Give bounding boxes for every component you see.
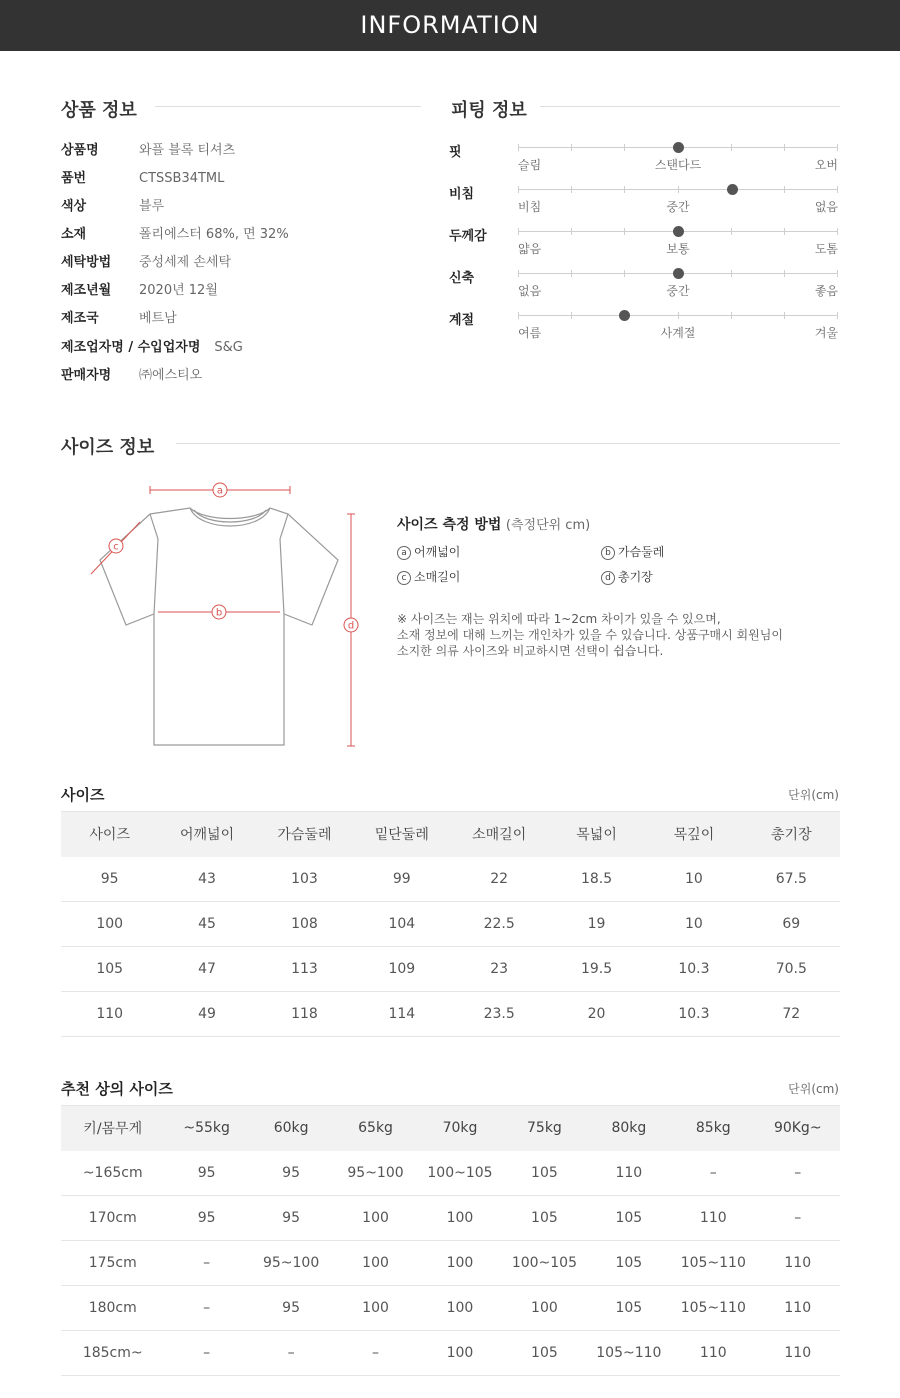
fit-option-left: 얇음 bbox=[518, 242, 542, 256]
diagram-label-a: a bbox=[216, 485, 224, 497]
table-cell: 95 bbox=[249, 1151, 333, 1196]
product-info-label: 상품명 bbox=[61, 143, 99, 158]
fit-scale-tick bbox=[571, 144, 572, 151]
table-cell: 23 bbox=[451, 947, 548, 992]
table-cell: 104 bbox=[353, 902, 450, 947]
fit-level-marker bbox=[727, 184, 738, 195]
table-cell: 170cm bbox=[61, 1196, 164, 1241]
size-info-title: 사이즈 정보 bbox=[61, 437, 155, 458]
table-cell: 105 bbox=[502, 1331, 586, 1376]
product-info-row bbox=[61, 197, 164, 217]
product-info-value: 2020년 12월 bbox=[139, 283, 218, 298]
fit-scale-track bbox=[518, 273, 838, 274]
table-cell: 105~110 bbox=[671, 1241, 755, 1286]
table-header-cell: 70kg bbox=[418, 1106, 502, 1151]
product-info-value: 와플 블록 티셔츠 bbox=[139, 143, 236, 158]
product-info-divider bbox=[155, 106, 421, 107]
recommend-table-title: 추천 상의 사이즈 bbox=[61, 1080, 173, 1098]
table-cell: 22.5 bbox=[451, 902, 548, 947]
table-header-cell: 키/몸무게 bbox=[61, 1106, 164, 1151]
fit-option-right: 없음 bbox=[814, 200, 838, 214]
recommend-table-header-row bbox=[61, 1106, 840, 1151]
product-info-value: 블루 bbox=[139, 199, 165, 214]
product-info-label: 세탁방법 bbox=[61, 255, 112, 270]
table-cell: 105 bbox=[587, 1196, 671, 1241]
fit-scale-tick bbox=[518, 228, 519, 235]
product-info-value: 폴리에스터 68%, 면 32% bbox=[139, 227, 289, 242]
table-cell: 114 bbox=[353, 992, 450, 1037]
table-row bbox=[61, 1331, 840, 1376]
table-header-cell: 65kg bbox=[333, 1106, 417, 1151]
table-cell: 100 bbox=[418, 1331, 502, 1376]
table-header-cell: 총기장 bbox=[743, 812, 840, 857]
table-cell: 10.3 bbox=[645, 947, 742, 992]
product-info-row bbox=[61, 225, 289, 245]
table-cell: – bbox=[164, 1241, 248, 1286]
table-row bbox=[61, 1286, 840, 1331]
fit-scale-tick bbox=[731, 312, 732, 319]
product-info-row bbox=[61, 253, 231, 273]
size-table-unit: 단위(cm) bbox=[788, 788, 839, 802]
table-cell: 100 bbox=[418, 1286, 502, 1331]
product-info-value: CTSSB34TML bbox=[139, 171, 225, 186]
fit-scale-tick bbox=[518, 186, 519, 193]
table-header-cell: 사이즈 bbox=[61, 812, 158, 857]
fit-scale-tick bbox=[837, 228, 838, 235]
table-header-cell: 가슴둘레 bbox=[256, 812, 353, 857]
table-cell: 110 bbox=[61, 992, 158, 1037]
fit-scale-tick bbox=[624, 270, 625, 277]
fit-scale-tick bbox=[837, 186, 838, 193]
product-info-row bbox=[61, 281, 218, 301]
table-row bbox=[61, 947, 840, 992]
table-cell: ~165cm bbox=[61, 1151, 164, 1196]
table-cell: 105 bbox=[61, 947, 158, 992]
table-cell: 95 bbox=[164, 1151, 248, 1196]
table-row bbox=[61, 902, 840, 947]
size-table-header-row bbox=[61, 812, 840, 857]
measure-item-label: 가슴둘레 bbox=[618, 545, 665, 559]
table-row bbox=[61, 857, 840, 902]
fit-option-center: 중간 bbox=[666, 200, 690, 214]
table-cell: 19.5 bbox=[548, 947, 645, 992]
product-info-row bbox=[61, 169, 224, 189]
table-cell: 100 bbox=[418, 1196, 502, 1241]
fit-scale-tick bbox=[571, 270, 572, 277]
product-info-label: 제조년월 bbox=[61, 283, 112, 298]
fit-option-right: 도톰 bbox=[814, 242, 838, 256]
table-cell: 95 bbox=[164, 1196, 248, 1241]
fit-scale-tick bbox=[571, 228, 572, 235]
diagram-label-b: b bbox=[215, 607, 223, 619]
table-cell: 105 bbox=[587, 1241, 671, 1286]
table-cell: 103 bbox=[256, 857, 353, 902]
table-cell: 110 bbox=[671, 1196, 755, 1241]
fit-scale-tick bbox=[837, 144, 838, 151]
measure-method-unit: (측정단위 cm) bbox=[505, 518, 591, 533]
table-header-cell: 밑단둘레 bbox=[353, 812, 450, 857]
fit-scale-track bbox=[518, 315, 838, 316]
measure-item-label: 어깨넓이 bbox=[414, 545, 461, 559]
fit-label: 핏 bbox=[449, 145, 462, 160]
table-cell: 118 bbox=[256, 992, 353, 1037]
fit-scale-track bbox=[518, 231, 838, 232]
table-cell: 100 bbox=[333, 1286, 417, 1331]
size-table bbox=[61, 811, 840, 1037]
fit-scale-tick bbox=[678, 186, 679, 193]
fit-scale-tick bbox=[624, 186, 625, 193]
fit-scale-tick bbox=[624, 144, 625, 151]
table-cell: 49 bbox=[158, 992, 255, 1037]
fit-scale-tick bbox=[571, 186, 572, 193]
product-info-title: 상품 정보 bbox=[61, 100, 137, 121]
table-cell: – bbox=[164, 1331, 248, 1376]
size-note-line: ※ 사이즈는 재는 위치에 따라 1~2cm 차이가 있을 수 있으며, bbox=[397, 612, 721, 626]
fit-option-right: 오버 bbox=[814, 158, 838, 172]
table-cell: 109 bbox=[353, 947, 450, 992]
table-cell: 67.5 bbox=[743, 857, 840, 902]
product-info-value: S&G bbox=[214, 340, 243, 355]
table-row bbox=[61, 992, 840, 1037]
size-table-title: 사이즈 bbox=[61, 786, 105, 804]
table-cell: 185cm~ bbox=[61, 1331, 164, 1376]
fit-level-marker bbox=[673, 142, 684, 153]
measure-method-title bbox=[397, 514, 590, 534]
fit-scale-tick bbox=[731, 270, 732, 277]
diagram-label-d: d bbox=[347, 620, 355, 632]
table-cell: 110 bbox=[756, 1286, 841, 1331]
information-header: INFORMATION bbox=[0, 0, 900, 51]
fit-label: 두께감 bbox=[449, 229, 487, 244]
table-cell: 18.5 bbox=[548, 857, 645, 902]
fit-scale-tick bbox=[784, 312, 785, 319]
fit-scale-tick bbox=[784, 144, 785, 151]
diagram-label-c: c bbox=[113, 541, 119, 553]
fit-level-marker bbox=[673, 226, 684, 237]
table-cell: 175cm bbox=[61, 1241, 164, 1286]
table-cell: 45 bbox=[158, 902, 255, 947]
size-note-line: 소지한 의류 사이즈와 비교하시면 선택이 쉽습니다. bbox=[397, 644, 664, 658]
product-info-row bbox=[61, 309, 177, 329]
table-cell: 105~110 bbox=[587, 1331, 671, 1376]
table-cell: 100 bbox=[61, 902, 158, 947]
table-cell: 20 bbox=[548, 992, 645, 1037]
table-cell: 110 bbox=[756, 1241, 841, 1286]
table-cell: 95 bbox=[249, 1196, 333, 1241]
fit-scale-track bbox=[518, 147, 838, 148]
fit-label: 신축 bbox=[449, 271, 475, 286]
table-cell: 100~105 bbox=[502, 1241, 586, 1286]
measure-item-d bbox=[601, 568, 653, 585]
fit-scale-tick bbox=[518, 144, 519, 151]
product-info-label: 품번 bbox=[61, 171, 87, 186]
circle-c-icon: c bbox=[397, 571, 411, 585]
table-header-cell: 90Kg~ bbox=[756, 1106, 841, 1151]
table-cell: 100 bbox=[502, 1286, 586, 1331]
fit-scale-tick bbox=[518, 312, 519, 319]
table-cell: – bbox=[249, 1331, 333, 1376]
size-note bbox=[397, 611, 817, 659]
table-header-cell: ~55kg bbox=[164, 1106, 248, 1151]
fit-scale-tick bbox=[784, 228, 785, 235]
table-cell: 105 bbox=[502, 1151, 586, 1196]
fit-scale-tick bbox=[837, 312, 838, 319]
fitting-info-divider bbox=[540, 106, 840, 107]
table-cell: 105 bbox=[502, 1196, 586, 1241]
measure-item-b bbox=[601, 543, 664, 560]
table-cell: 110 bbox=[671, 1331, 755, 1376]
table-cell: – bbox=[756, 1196, 841, 1241]
table-cell: 105 bbox=[587, 1286, 671, 1331]
table-cell: – bbox=[756, 1151, 841, 1196]
table-cell: 47 bbox=[158, 947, 255, 992]
table-header-cell: 85kg bbox=[671, 1106, 755, 1151]
table-cell: 69 bbox=[743, 902, 840, 947]
measure-item-label: 소매길이 bbox=[414, 570, 461, 584]
table-cell: 180cm bbox=[61, 1286, 164, 1331]
fit-label: 계절 bbox=[449, 313, 475, 328]
recommend-table bbox=[61, 1105, 840, 1376]
table-cell: – bbox=[333, 1331, 417, 1376]
table-cell: – bbox=[164, 1286, 248, 1331]
fit-option-left: 여름 bbox=[518, 326, 542, 340]
table-cell: 110 bbox=[756, 1331, 841, 1376]
fit-option-right: 좋음 bbox=[814, 284, 838, 298]
measure-method-heading: 사이즈 측정 방법 bbox=[397, 517, 502, 533]
tshirt-outline bbox=[100, 508, 338, 745]
table-cell: 95 bbox=[249, 1286, 333, 1331]
recommend-table-unit: 단위(cm) bbox=[788, 1082, 839, 1096]
measure-item-c bbox=[397, 568, 460, 585]
table-cell: 95~100 bbox=[333, 1151, 417, 1196]
table-cell: 10 bbox=[645, 902, 742, 947]
table-cell: 100 bbox=[333, 1241, 417, 1286]
table-header-cell: 목깊이 bbox=[645, 812, 742, 857]
table-cell: 99 bbox=[353, 857, 450, 902]
table-header-cell: 어깨넓이 bbox=[158, 812, 255, 857]
fit-scale-tick bbox=[731, 144, 732, 151]
table-header-cell: 75kg bbox=[502, 1106, 586, 1151]
table-header-cell: 소매길이 bbox=[451, 812, 548, 857]
product-info-label: 판매자명 bbox=[61, 368, 112, 383]
fit-option-center: 사계절 bbox=[660, 326, 696, 340]
table-cell: 108 bbox=[256, 902, 353, 947]
table-header-cell: 60kg bbox=[249, 1106, 333, 1151]
table-cell: 100~105 bbox=[418, 1151, 502, 1196]
table-row bbox=[61, 1241, 840, 1286]
table-cell: 100 bbox=[333, 1196, 417, 1241]
table-row bbox=[61, 1196, 840, 1241]
table-cell: 72 bbox=[743, 992, 840, 1037]
product-info-label: 제조국 bbox=[61, 311, 99, 326]
table-header-cell: 80kg bbox=[587, 1106, 671, 1151]
fit-scale-tick bbox=[571, 312, 572, 319]
circle-a-icon: a bbox=[397, 546, 411, 560]
product-info-row bbox=[61, 338, 243, 358]
product-info-value: ㈜에스티오 bbox=[139, 368, 203, 383]
table-cell: 105~110 bbox=[671, 1286, 755, 1331]
fit-scale-tick bbox=[784, 186, 785, 193]
fit-scale-tick bbox=[518, 270, 519, 277]
tshirt-size-diagram bbox=[80, 472, 380, 762]
product-info-label: 제조업자명 / 수입업자명 bbox=[61, 340, 201, 355]
table-cell: 113 bbox=[256, 947, 353, 992]
product-info-row bbox=[61, 141, 235, 161]
circle-b-icon: b bbox=[601, 546, 615, 560]
fit-scale-tick bbox=[678, 312, 679, 319]
fit-scale-tick bbox=[784, 270, 785, 277]
fitting-info-title: 피팅 정보 bbox=[451, 100, 527, 121]
table-cell: 95~100 bbox=[249, 1241, 333, 1286]
table-cell: 10 bbox=[645, 857, 742, 902]
table-cell: 43 bbox=[158, 857, 255, 902]
fit-level-marker bbox=[619, 310, 630, 321]
measure-item-a bbox=[397, 543, 460, 560]
table-cell: – bbox=[671, 1151, 755, 1196]
table-cell: 100 bbox=[418, 1241, 502, 1286]
circle-d-icon: d bbox=[601, 571, 615, 585]
table-cell: 10.3 bbox=[645, 992, 742, 1037]
fit-scale-track bbox=[518, 189, 838, 190]
fit-option-left: 슬림 bbox=[518, 158, 542, 172]
table-cell: 22 bbox=[451, 857, 548, 902]
fit-scale-tick bbox=[837, 270, 838, 277]
table-cell: 23.5 bbox=[451, 992, 548, 1037]
fit-level-marker bbox=[673, 268, 684, 279]
table-cell: 70.5 bbox=[743, 947, 840, 992]
table-header-cell: 목넓이 bbox=[548, 812, 645, 857]
product-info-value: 중성세제 손세탁 bbox=[139, 255, 232, 270]
fit-option-right: 겨울 bbox=[814, 326, 838, 340]
product-info-row bbox=[61, 366, 202, 386]
table-cell: 19 bbox=[548, 902, 645, 947]
product-info-label: 소재 bbox=[61, 227, 87, 242]
table-cell: 95 bbox=[61, 857, 158, 902]
fit-option-left: 없음 bbox=[518, 284, 542, 298]
fit-scale-tick bbox=[624, 228, 625, 235]
product-info-value: 베트남 bbox=[139, 311, 177, 326]
size-info-divider bbox=[176, 443, 840, 444]
fit-option-center: 보통 bbox=[666, 242, 690, 256]
size-note-line: 소재 정보에 대해 느끼는 개인차가 있을 수 있습니다. 상품구매시 회원님이 bbox=[397, 628, 783, 642]
product-info-label: 색상 bbox=[61, 199, 87, 214]
measure-item-label: 총기장 bbox=[618, 570, 653, 584]
fit-option-center: 중간 bbox=[666, 284, 690, 298]
table-cell: 110 bbox=[587, 1151, 671, 1196]
table-row bbox=[61, 1151, 840, 1196]
fit-label: 비침 bbox=[449, 187, 475, 202]
fit-scale-tick bbox=[731, 228, 732, 235]
fit-option-center: 스탠다드 bbox=[654, 158, 702, 172]
fit-option-left: 비침 bbox=[518, 200, 542, 214]
